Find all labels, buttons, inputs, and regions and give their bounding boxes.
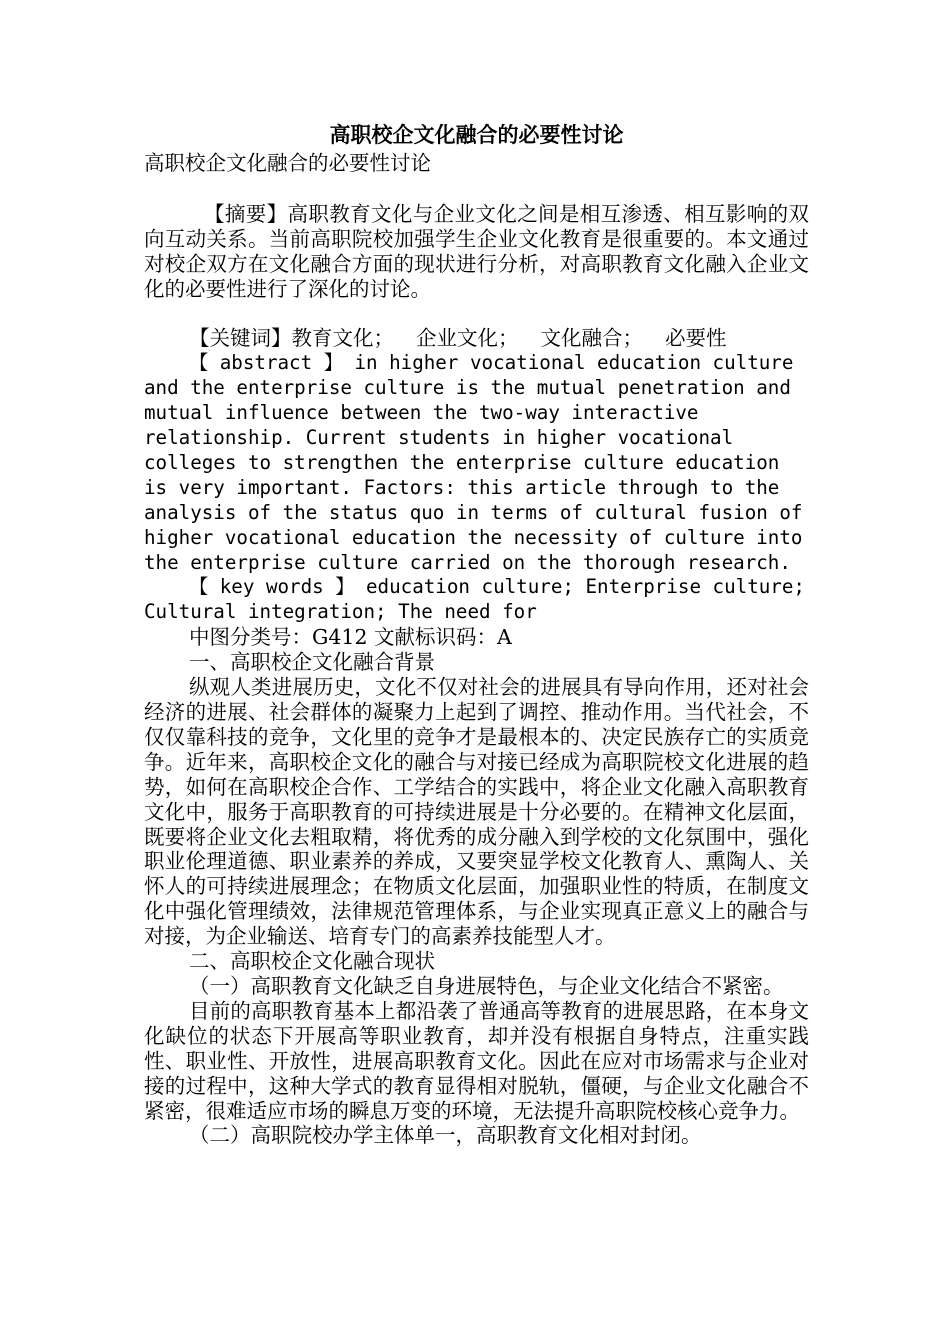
abstract-cn: 【摘要】高职教育文化与企业文化之间是相互渗透、相互影响的双向互动关系。当前高职院校加强学生企业文化教育是很重要的。本文通过对校企双方在文化融合方面的现状进行分析，对高职教育文化融入企业文化的必要性进行了深化的讨论。 — [144, 201, 809, 301]
subsection-heading-2-2: （二）高职院校办学主体单一，高职教育文化相对封闭。 — [189, 1123, 702, 1148]
keyword-item: 企业文化； — [416, 326, 519, 351]
spacer — [144, 177, 809, 202]
keywords-cn — [144, 326, 809, 351]
section-heading-1: 一、高职校企文化融合背景 — [189, 650, 435, 675]
classification-info: 中图分类号：G412 文献标识码：A — [189, 625, 512, 650]
document-page — [144, 120, 809, 1148]
document-title: 高职校企文化融合的必要性讨论 — [329, 122, 624, 147]
section-heading-2: 二、高职校企文化融合现状 — [189, 949, 435, 974]
subsection-heading-2-1: （一）高职教育文化缺乏自身进展特色，与企业文化结合不紧密。 — [189, 973, 784, 998]
keyword-item: 文化融合； — [540, 326, 643, 351]
abstract-en: 【 abstract 】 in higher vocational education culture and the enterprise culture is the mutual penetration and mutual influence between the two-way interactive relationship. Current students in higher vocational colleges to strengthen the enterprise culture education is very important. Factors: this article through to the analysis of the status quo in terms of cultural fusion of higher vocational education the necessity of culture into the enterprise culture carried on the thorough research. — [144, 351, 803, 574]
spacer — [144, 302, 809, 327]
document-subtitle: 高职校企文化融合的必要性讨论 — [144, 151, 431, 175]
keywords-label: 【关键词】 — [189, 326, 292, 351]
subsection-body-2-1: 目前的高职教育基本上都沿袭了普通高等教育的进展思路，在本身文化缺位的状态下开展高等职业教育，却并没有根据自身特点，注重实践性、职业性、开放性，进展高职教育文化。因此在应对市场需求与企业对接的过程中，这种大学式的教育显得相对脱轨，僵硬，与企业文化融合不紧密，很难适应市场的瞬息万变的环境，无法提升高职院校核心竞争力。 — [144, 998, 809, 1123]
section-body-1: 纵观人类进展历史，文化不仅对社会的进展具有导向作用，还对社会经济的进展、社会群体的凝聚力上起到了调控、推动作用。当代社会，不仅仅靠科技的竞争，文化里的竞争才是最根本的、决定民族存亡的实质竞争。近年来，高职校企文化的融合与对接已经成为高职院校文化进展的趋势，如何在高职校企合作、工学结合的实践中，将企业文化融入高职教育文化中，服务于高职教育的可持续进展是十分必要的。在精神文化层面，既要将企业文化去粗取精，将优秀的成分融入到学校的文化氛围中，强化职业伦理道德、职业素养的养成，又要突显学校文化教育人、熏陶人、关怀人的可持续进展理念；在物质文化层面，加强职业性的特质，在制度文化中强化管理绩效，法律规范管理体系，与企业实现真正意义上的融合与对接，为企业输送、培育专门的高素养技能型人才。 — [144, 675, 809, 949]
keyword-item: 必要性 — [665, 326, 727, 351]
keywords-en: 【 key words 】 education culture; Enterprise culture; Cultural integration; The need for — [144, 575, 805, 624]
keyword-item: 教育文化； — [291, 326, 394, 351]
